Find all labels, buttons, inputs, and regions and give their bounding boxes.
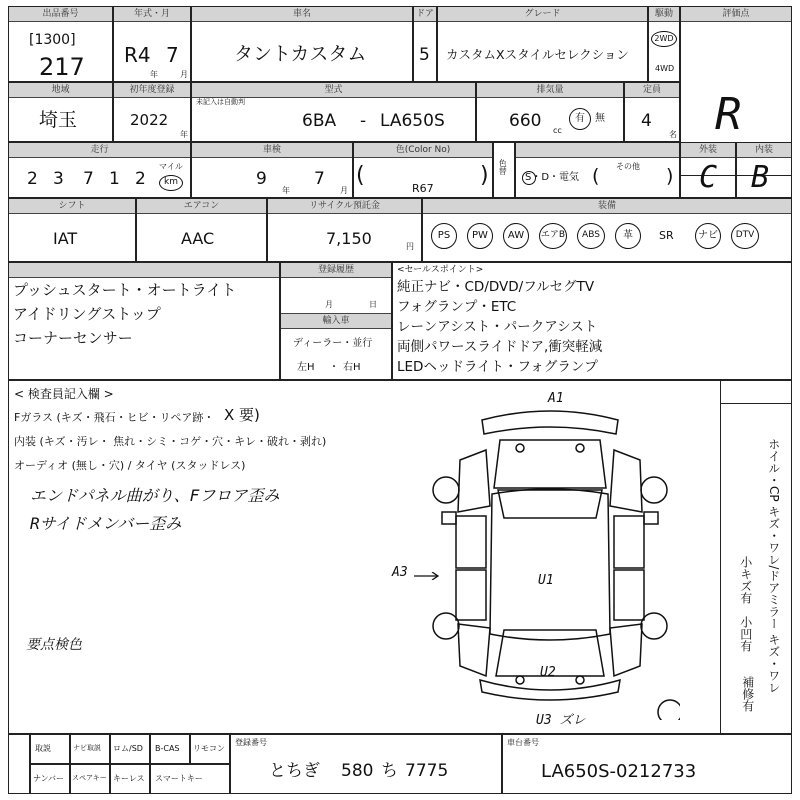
rear-left-fender <box>458 624 490 676</box>
doors-header: ドア <box>414 7 436 22</box>
seats-unit: 名 <box>669 130 677 139</box>
side-note-box <box>720 380 792 734</box>
chassis-no-cell <box>502 734 792 794</box>
sales-point-2: フォグランプ・ETC <box>397 299 517 315</box>
seats-cell <box>624 82 680 142</box>
model-year-header: 年式・月 <box>114 7 190 22</box>
model-header: 型式 <box>192 83 475 98</box>
model-cell <box>191 82 476 142</box>
color-change-label: 色替 <box>498 159 508 175</box>
grade-cell <box>437 6 648 82</box>
equip-doc-5 <box>190 734 230 764</box>
feature-line-1: プッシュスタート・オートライト <box>13 281 237 299</box>
mileage-digit-5: 2 <box>135 169 146 189</box>
exterior-grade-cell <box>680 142 736 198</box>
bottom-stub <box>8 734 30 794</box>
unit-mile: マイル <box>159 162 183 171</box>
chassis-no-header: 車台番号 <box>507 738 539 747</box>
equip-doc-8 <box>110 764 150 794</box>
region-header: 地域 <box>9 83 112 98</box>
evaluation-header: 評価点 <box>681 7 791 22</box>
history-cell <box>280 262 392 380</box>
features-header <box>9 263 279 278</box>
exhibit-no-cell <box>8 6 113 82</box>
doors-cell <box>413 6 437 82</box>
rear-right-door <box>614 570 644 620</box>
exterior-grade-header: 外装 <box>681 143 735 158</box>
interior-line: 内装 (キズ・汚レ・ 焦れ・シミ・コゲ・穴・キレ・破れ・剥れ) <box>14 435 327 448</box>
feature-line-3: コーナーセンサー <box>13 329 133 347</box>
wheel-rear-right <box>641 613 667 639</box>
paint-other-close: ) <box>666 165 674 187</box>
side-note-col3: 補修有 <box>740 676 755 712</box>
mileage-digit-2: 3 <box>53 169 64 189</box>
left-mirror <box>442 512 456 524</box>
ac-cell <box>136 198 267 262</box>
equip-doc-7 <box>70 764 110 794</box>
equip-spare-key: スペアキー <box>72 774 107 782</box>
equip-manual: 取説 <box>35 744 51 753</box>
unit-km-circled: km <box>159 175 183 191</box>
equip-dtv: DTV <box>731 223 759 249</box>
mark-u1: U1 <box>538 573 554 588</box>
first-reg-header: 初年度登録 <box>114 83 190 98</box>
history-day: 日 <box>369 300 377 309</box>
f-glass-line: Fガラス (キズ・飛石・ヒビ・リペア跡・ <box>14 411 215 424</box>
recycle-value: 7,150 <box>326 229 372 248</box>
drive-4wd: 4WD <box>655 64 675 73</box>
evaluation-score: R <box>715 89 742 140</box>
first-reg-note: 未記入は自動判 <box>196 98 245 106</box>
equip-leather: 革 <box>615 223 641 249</box>
first-reg-unit: 年 <box>180 130 188 139</box>
car-name-header: 車名 <box>192 7 412 22</box>
side-note-col1: ホイル・CP キズ・ワレ/ドアミラー キズ・ワレ <box>766 438 781 694</box>
sales-point-4: 両側パワースライドドア,衝突軽減 <box>397 339 603 355</box>
history-header: 登録履歴 <box>281 263 391 278</box>
sales-points-cell <box>392 262 792 380</box>
mileage-header: 走行 <box>9 143 190 158</box>
sales-point-3: レーンアシスト・パークアシスト <box>397 319 598 335</box>
shift-cell <box>8 198 136 262</box>
displacement-value: 660 <box>509 111 542 131</box>
spare-tire <box>658 700 680 720</box>
wheel-front-left <box>433 477 459 503</box>
equip-doc-4 <box>150 734 190 764</box>
right-mirror <box>644 512 658 524</box>
equip-navi: ナビ <box>695 223 721 249</box>
interior-grade: B <box>751 160 770 195</box>
windshield <box>498 490 602 518</box>
front-left-fender <box>458 450 490 512</box>
seats-value: 4 <box>641 111 652 131</box>
reg-no-header: 登録番号 <box>235 738 267 747</box>
drive-2wd-circled: 2WD <box>651 31 677 47</box>
grade-header: グレード <box>438 7 647 22</box>
interior-grade-header: 内装 <box>737 143 791 158</box>
paint-other-label: その他 <box>616 162 640 171</box>
equipment-cell <box>422 198 792 262</box>
recycle-yen: 円 <box>406 242 414 251</box>
shift-header: シフト <box>9 199 135 214</box>
mark-a3: A3 <box>392 565 408 580</box>
equip-aw: AW <box>503 223 529 249</box>
equipment-header: 装備 <box>423 199 791 214</box>
color-number: R67 <box>412 182 434 195</box>
exhibit-number: 217 <box>39 53 85 81</box>
hood <box>494 440 606 488</box>
drive-header: 駆動 <box>649 7 679 22</box>
equip-airbag: エアB <box>539 223 567 249</box>
color-cell <box>353 142 493 198</box>
front-right-fender <box>610 450 642 512</box>
sales-point-1: 純正ナビ・CD/DVD/フルセグTV <box>397 279 595 295</box>
exhibit-code: [1300] <box>29 32 76 48</box>
recycle-header: リサイクル預託金 <box>268 199 421 214</box>
recycle-cell <box>267 198 422 262</box>
features-cell <box>8 262 280 380</box>
displacement-header: 排気量 <box>477 83 623 98</box>
paint-options: S・D・電気 <box>525 172 580 183</box>
exterior-grade: C <box>699 160 718 195</box>
hand-note-bottom: 要点検色 <box>26 637 82 653</box>
car-name: タントカスタム <box>234 43 367 65</box>
wheel-front-right <box>641 477 667 503</box>
chassis-number: LA650S-0212733 <box>541 761 697 782</box>
mark-u2: U2 <box>540 665 556 680</box>
wheel-rear-left <box>433 613 459 639</box>
side-note-top <box>720 380 792 404</box>
reg-class: 580 <box>341 761 374 781</box>
mileage-digit-3: 7 <box>83 169 94 189</box>
mark-a1: A1 <box>548 391 564 406</box>
car-name-cell <box>191 6 413 82</box>
year-unit: 年 <box>150 70 158 79</box>
mileage-digit-1: 2 <box>27 169 38 189</box>
reg-number: 7775 <box>405 761 449 781</box>
equip-keyless: キーレス <box>113 774 145 783</box>
vehicle-inspection-header: 車検 <box>192 143 352 158</box>
roof <box>490 489 610 640</box>
f-glass-mark: X 要) <box>224 406 260 424</box>
a3-arrow <box>414 572 440 580</box>
hand-note-1: エンドパネル曲がり、Fフロア歪み <box>30 486 280 505</box>
equip-ps: PS <box>431 223 457 249</box>
inspection-month: 7 <box>314 169 325 189</box>
reg-area: とちぎ <box>269 761 320 781</box>
model-year-era: R4 <box>124 43 151 67</box>
shift-value: IAT <box>53 229 78 248</box>
equip-bcas: B-CAS <box>155 744 180 753</box>
equip-doc-9 <box>150 764 230 794</box>
interior-grade-cell <box>736 142 792 198</box>
feature-line-2: アイドリングストップ <box>13 305 161 323</box>
seats-header: 定員 <box>625 83 679 98</box>
handle-left: 左H <box>297 362 315 373</box>
first-reg-year: 2022 <box>130 111 169 129</box>
reg-no-cell <box>230 734 502 794</box>
cc-unit: cc <box>553 126 562 135</box>
rear-right-fender <box>610 624 642 676</box>
inspector-notes-title: < 検査員記入欄 > <box>14 387 114 401</box>
color-header: 色(Color No) <box>354 143 492 158</box>
first-reg-cell <box>113 82 191 142</box>
model-prefix: 6BA <box>302 111 337 131</box>
side-note-col2: 小キズ有 小凹有 <box>738 556 753 652</box>
mark-u3: U3 ズレ <box>536 713 586 728</box>
model-value: LA650S <box>380 111 445 131</box>
reg-kana: ち <box>381 761 398 781</box>
grade-value: カスタムXスタイルセレクション <box>446 47 629 62</box>
front-right-door <box>614 516 644 568</box>
handle-dot: ・ <box>329 362 339 373</box>
import-header: 輸入車 <box>281 313 391 329</box>
equip-smart-key: スマートキー <box>155 774 203 783</box>
model-year-cell <box>113 6 191 82</box>
history-month: 月 <box>325 300 333 309</box>
equip-rom-sd: ロム/SD <box>113 744 143 753</box>
rear-bumper <box>480 680 620 700</box>
equip-pw: PW <box>467 223 493 249</box>
turbo-no: 無 <box>595 113 605 124</box>
ac-header: エアコン <box>137 199 266 214</box>
color-close: ) <box>480 163 489 188</box>
inspection-month-unit: 月 <box>340 186 348 195</box>
inspection-year: 9 <box>256 169 267 189</box>
doors-value: 5 <box>419 45 430 65</box>
paint-type-header <box>516 143 679 158</box>
paint-other-open: ( <box>592 165 600 187</box>
hand-note-2: Rサイドメンバー歪み <box>30 514 182 533</box>
model-year-month: 7 <box>166 43 179 67</box>
mileage-digit-4: 1 <box>109 169 120 189</box>
rear-left-door <box>456 570 486 620</box>
equip-remote: リモコン <box>193 744 225 753</box>
drive-cell <box>648 6 680 82</box>
front-bumper <box>482 411 618 434</box>
equip-doc-6 <box>30 764 70 794</box>
sales-points-header: <セールスポイント> <box>397 265 484 275</box>
exhibit-no-header: 出品番号 <box>9 7 112 22</box>
equip-doc-3 <box>110 734 150 764</box>
color-open: ( <box>356 163 365 188</box>
displacement-cell <box>476 82 624 142</box>
month-unit: 月 <box>180 70 188 79</box>
equip-navi-manual: ナビ取説 <box>73 744 101 752</box>
ac-value: AAC <box>181 229 215 248</box>
equip-sr: SR <box>659 229 674 242</box>
paint-type-cell <box>515 142 680 198</box>
audio-tire-line: オーディオ (無し・穴) / タイヤ (スタッドレス) <box>14 459 246 472</box>
mileage-cell <box>8 142 191 198</box>
dealer-parallel: ディーラー・並行 <box>293 338 373 349</box>
model-dash: - <box>360 111 367 131</box>
color-change-cell <box>493 142 515 198</box>
region-value: 埼玉 <box>39 109 78 131</box>
inspection-year-unit: 年 <box>282 186 290 195</box>
turbo-yes-circled: 有 <box>569 108 591 130</box>
equip-doc-1 <box>30 734 70 764</box>
front-left-door <box>456 516 486 568</box>
sales-point-5: LEDヘッドライト・フォグランプ <box>397 359 598 375</box>
handle-right: 右H <box>343 362 361 373</box>
equip-abs: ABS <box>577 223 605 249</box>
vehicle-inspection-cell <box>191 142 353 198</box>
region-cell <box>8 82 113 142</box>
equip-doc-2 <box>70 734 110 764</box>
equip-plate: ナンバー <box>33 774 65 783</box>
